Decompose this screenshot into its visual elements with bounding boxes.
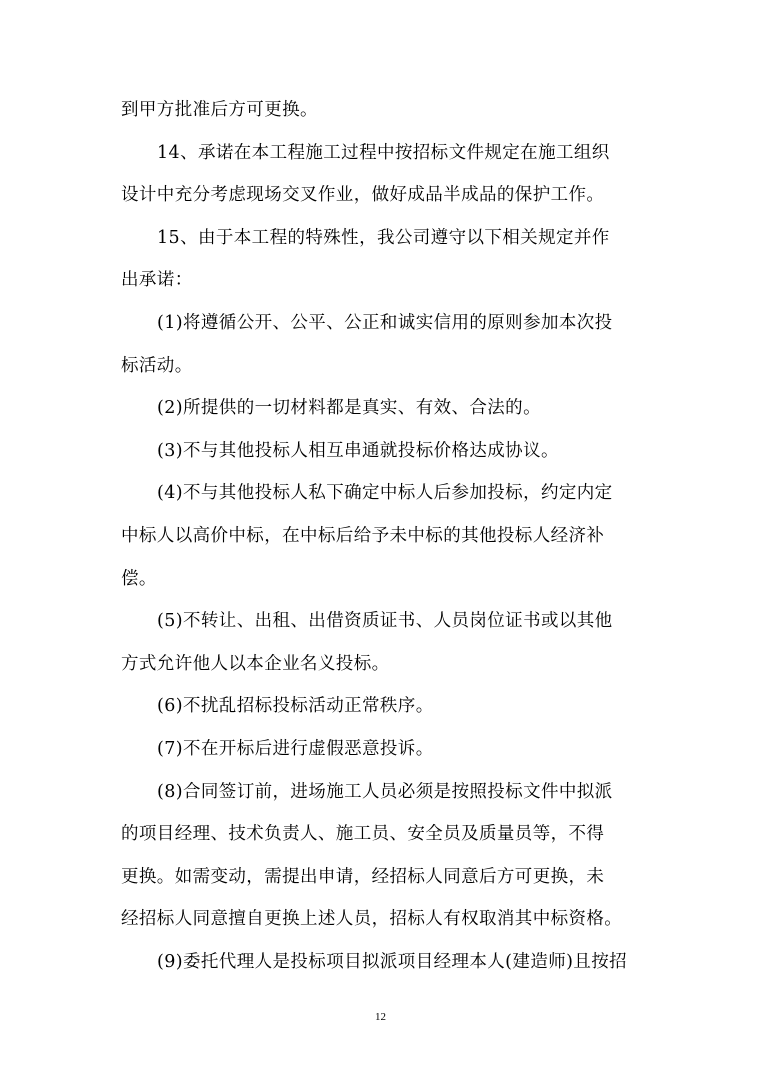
text-line: 经招标人同意擅自更换上述人员，招标人有权取消其中标资格。 bbox=[121, 909, 623, 930]
text-line: (5)不转让、出租、出借资质证书、人员岗位证书或以其他 bbox=[157, 611, 613, 632]
page-number: 12 bbox=[375, 1011, 386, 1023]
text-line: (6)不扰乱招标投标活动正常秩序。 bbox=[157, 696, 434, 717]
text-line: (8)合同签订前，进场施工人员必须是按照投标文件中拟派 bbox=[157, 781, 613, 802]
text-line: 的项目经理、技术负责人、施工员、安全员及质量员等，不得 bbox=[121, 824, 605, 845]
text-line: (4)不与其他投标人私下确定中标人后参加投标，约定内定 bbox=[157, 483, 613, 504]
text-line: 更换。如需变动，需提出申请，经招标人同意后方可更换，未 bbox=[121, 866, 605, 887]
text-line: 到甲方批准后方可更换。 bbox=[121, 100, 318, 120]
text-line: (1)将遵循公开、公平、公正和诚实信用的原则参加本次投 bbox=[157, 312, 613, 333]
text-line: 方式允许他人以本企业名义投标。 bbox=[121, 653, 390, 674]
text-line: 14、承诺在本工程施工过程中按招标文件规定在施工组织 bbox=[157, 142, 610, 163]
text-line: (7)不在开标后进行虚假恶意投诉。 bbox=[157, 738, 434, 759]
text-line: 标活动。 bbox=[121, 355, 193, 376]
text-line: (9)委托代理人是投标项目拟派项目经理本人(建造师)且按招 bbox=[157, 951, 628, 972]
text-line: 出承诺： bbox=[121, 270, 193, 291]
text-line: 偿。 bbox=[121, 568, 157, 589]
text-line: 设计中充分考虑现场交叉作业，做好成品半成品的保护工作。 bbox=[121, 185, 605, 206]
document-body bbox=[121, 89, 641, 983]
text-line: (3)不与其他投标人相互串通就投标价格达成协议。 bbox=[157, 440, 559, 461]
text-line: 15、由于本工程的特殊性，我公司遵守以下相关规定并作 bbox=[157, 227, 610, 248]
text-line: (2)所提供的一切材料都是真实、有效、合法的。 bbox=[157, 398, 541, 419]
text-line: 中标人以高价中标，在中标后给予未中标的其他投标人经济补 bbox=[121, 525, 605, 546]
